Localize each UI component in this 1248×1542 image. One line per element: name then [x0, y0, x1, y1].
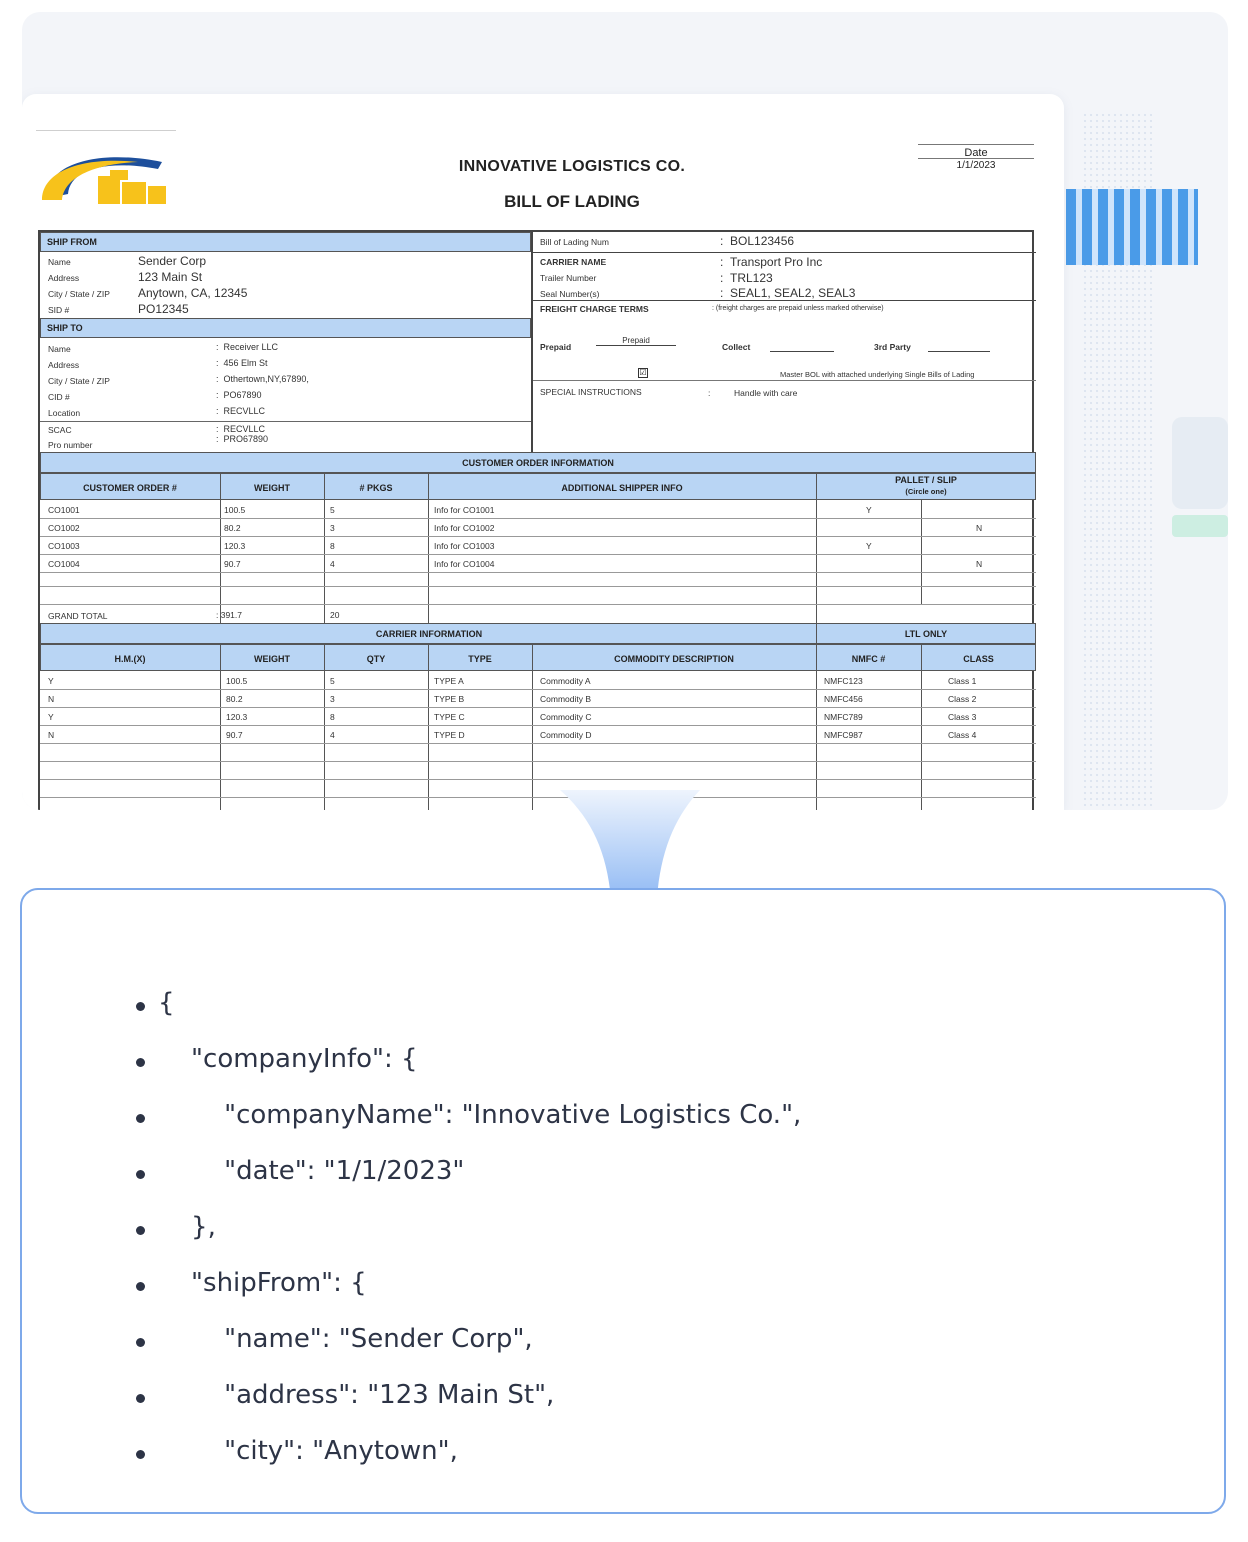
order-info: Info for CO1003	[434, 541, 495, 551]
col-divider	[816, 644, 817, 810]
carrier-weight: 100.5	[226, 676, 248, 686]
order-weight: 100.5	[224, 505, 246, 515]
col-divider	[324, 644, 325, 810]
document-title: BILL OF LADING	[504, 192, 640, 211]
ship-to-cid-label: CID #	[48, 392, 70, 402]
col-divider	[428, 473, 429, 623]
collect-field	[770, 351, 834, 352]
json-line: "city": "Anytown",	[158, 1436, 458, 1466]
col-divider	[921, 500, 922, 604]
carrier-class: Class 4	[948, 730, 977, 740]
ship-from-sid-label: SID #	[48, 305, 70, 315]
col-weight: WEIGHT	[254, 654, 290, 664]
form-divider	[531, 232, 533, 452]
col-divider	[921, 644, 922, 810]
bol-number-label: Bill of Lading Num	[540, 237, 609, 247]
row-divider	[40, 743, 1036, 744]
trailer-number-label: Trailer Number	[540, 273, 597, 283]
order-pkgs: 3	[330, 523, 335, 533]
carrier-name-label: CARRIER NAME	[540, 257, 607, 267]
col-pallet-slip: PALLET / SLIP	[895, 475, 957, 485]
carrier-type: TYPE A	[434, 676, 464, 686]
row-divider	[533, 252, 1036, 253]
col-pkgs: # PKGS	[359, 483, 393, 493]
carrier-class: Class 2	[948, 694, 977, 704]
date-value: 1/1/2023	[918, 158, 1034, 171]
carrier-nmfc: NMFC789	[824, 712, 863, 722]
col-additional-info: ADDITIONAL SHIPPER INFO	[561, 483, 683, 493]
carrier-nmfc: NMFC123	[824, 676, 863, 686]
carrier-nmfc: NMFC987	[824, 730, 863, 740]
collect-label: Collect	[722, 342, 751, 352]
order-weight: 90.7	[224, 559, 241, 569]
bullet-icon	[136, 1338, 145, 1347]
row-divider	[40, 518, 1036, 519]
row-divider	[40, 604, 1036, 605]
carrier-commodity: Commodity D	[540, 730, 592, 740]
seal-number: : SEAL1, SEAL2, SEAL3	[720, 286, 856, 300]
ship-from-address: 123 Main St	[138, 270, 203, 284]
bullet-icon	[136, 1450, 145, 1459]
row-divider	[40, 586, 1036, 587]
carrier-info-section-header: CARRIER INFORMATION	[40, 623, 818, 644]
carrier-hm: Y	[48, 712, 54, 722]
ship-to-scac-label: SCAC	[48, 425, 72, 435]
order-pallet-no: N	[976, 523, 983, 533]
carrier-name: : Transport Pro Inc	[720, 255, 823, 269]
json-line: "address": "123 Main St",	[158, 1380, 555, 1410]
order-info: Info for CO1002	[434, 523, 495, 533]
ship-to-city: : Othertown,NY,67890,	[216, 374, 309, 384]
third-party-field	[928, 351, 990, 352]
carrier-commodity: Commodity C	[540, 712, 592, 722]
col-circle-one: (Circle one)	[905, 487, 947, 496]
order-pkgs: 8	[330, 541, 335, 551]
carrier-commodity: Commodity B	[540, 694, 592, 704]
ship-to-pro: : PRO67890	[216, 434, 269, 444]
json-line: },	[158, 1212, 216, 1242]
carrier-type: TYPE B	[434, 694, 465, 704]
col-qty: QTY	[366, 654, 386, 664]
col-type: TYPE	[468, 654, 492, 664]
ship-to-location: : RECVLLC	[216, 406, 266, 416]
bullet-icon	[136, 1282, 145, 1291]
bullet-icon	[136, 1002, 145, 1011]
ship-from-name-label: Name	[48, 257, 71, 267]
logo-divider	[36, 130, 176, 131]
row-divider	[40, 779, 1036, 780]
json-line: "shipFrom": {	[158, 1268, 367, 1298]
ship-to-location-label: Location	[48, 408, 81, 418]
row-divider	[40, 689, 1036, 690]
order-number: CO1002	[48, 523, 80, 533]
order-weight: 80.2	[224, 523, 241, 533]
ship-to-scac: : RECVLLC	[216, 424, 266, 434]
order-number: CO1004	[48, 559, 80, 569]
order-weight: 120.3	[224, 541, 246, 551]
row-divider	[40, 554, 1036, 555]
prepaid-label: Prepaid	[540, 342, 572, 352]
glass-card-decoration	[1172, 417, 1228, 509]
carrier-type: TYPE D	[434, 730, 465, 740]
row-divider	[40, 572, 1036, 573]
col-divider	[220, 644, 221, 810]
ship-from-name: Sender Corp	[138, 254, 207, 268]
carrier-hm: Y	[48, 676, 54, 686]
json-line: "date": "1/1/2023"	[158, 1156, 465, 1186]
col-hm: H.M.(X)	[114, 654, 146, 664]
company-name: INNOVATIVE LOGISTICS CO.	[458, 158, 686, 175]
special-instructions-colon: :	[708, 388, 711, 398]
seal-number-label: Seal Number(s)	[540, 289, 600, 299]
ship-from-sid: PO12345	[138, 302, 189, 316]
bullet-icon	[136, 1114, 145, 1123]
ship-to-city-label: City / State / ZIP	[48, 376, 110, 386]
order-number: CO1001	[48, 505, 80, 515]
col-divider	[428, 644, 429, 810]
col-nmfc: NMFC #	[851, 654, 886, 664]
ship-from-address-label: Address	[48, 273, 80, 283]
carrier-qty: 4	[330, 730, 335, 740]
ship-to-cid: : PO67890	[216, 390, 262, 400]
ship-to-header: SHIP TO	[40, 318, 531, 338]
ship-to-address-label: Address	[48, 360, 80, 370]
carrier-commodity: Commodity A	[540, 676, 591, 686]
col-divider	[220, 473, 221, 623]
order-pallet-yes: Y	[866, 541, 872, 551]
col-divider	[816, 473, 817, 623]
prepaid-field: Prepaid	[596, 336, 676, 346]
mint-bar-decoration	[1172, 515, 1228, 537]
order-pallet-yes: Y	[866, 505, 872, 515]
bol-form	[38, 230, 1034, 810]
ship-from-city-label: City / State / ZIP	[48, 289, 110, 299]
json-output-panel	[20, 888, 1226, 1514]
row-divider	[40, 707, 1036, 708]
carrier-weight: 120.3	[226, 712, 248, 722]
bullet-icon	[136, 1226, 145, 1235]
bill-of-lading-document	[22, 94, 1064, 810]
grand-total-weight: : 391.7	[216, 610, 242, 620]
col-commodity: COMMODITY DESCRIPTION	[614, 654, 734, 664]
order-info: Info for CO1001	[434, 505, 495, 515]
row-divider	[40, 797, 1036, 798]
ltl-only-header: LTL ONLY	[816, 623, 1036, 644]
json-line: "name": "Sender Corp",	[158, 1324, 533, 1354]
carrier-weight: 90.7	[226, 730, 243, 740]
carrier-hm: N	[48, 694, 55, 704]
freight-terms-note: : (freight charges are prepaid unless marked otherwise)	[712, 305, 884, 312]
order-pallet-no: N	[976, 559, 983, 569]
grand-total-label: GRAND TOTAL	[48, 611, 108, 621]
ship-to-name-label: Name	[48, 344, 71, 354]
carrier-weight: 80.2	[226, 694, 243, 704]
third-party-label: 3rd Party	[874, 342, 911, 352]
bullet-icon	[136, 1170, 145, 1179]
stripe-decoration	[1066, 189, 1198, 265]
ship-from-header: SHIP FROM	[40, 232, 531, 252]
json-line: {	[158, 988, 175, 1018]
master-bol-checkbox[interactable]: ☑	[639, 368, 647, 377]
row-divider	[533, 380, 1036, 381]
order-pkgs: 4	[330, 559, 335, 569]
col-divider	[324, 473, 325, 623]
carrier-qty: 5	[330, 676, 335, 686]
col-customer-order: CUSTOMER ORDER #	[83, 483, 177, 493]
ship-to-address: : 456 Elm St	[216, 358, 268, 368]
col-weight: WEIGHT	[254, 483, 290, 493]
carrier-type: TYPE C	[434, 712, 465, 722]
row-divider	[40, 725, 1036, 726]
special-instructions-value: Handle with care	[734, 388, 798, 398]
date-label: Date	[918, 144, 1034, 159]
carrier-qty: 8	[330, 712, 335, 722]
ship-from-city: Anytown, CA, 12345	[138, 286, 248, 300]
order-info: Info for CO1004	[434, 559, 495, 569]
carrier-class: Class 1	[948, 676, 977, 686]
bol-number: : BOL123456	[720, 234, 795, 248]
row-divider	[40, 536, 1036, 537]
carrier-class: Class 3	[948, 712, 977, 722]
json-line: "companyInfo": {	[158, 1044, 418, 1074]
master-bol-text: Master BOL with attached underlying Single Bills of Lading	[780, 370, 975, 379]
grand-total-pkgs: 20	[330, 610, 340, 620]
ship-to-pro-label: Pro number	[48, 440, 93, 450]
ship-to-name: : Receiver LLC	[216, 342, 279, 352]
customer-order-section-header: CUSTOMER ORDER INFORMATION	[40, 452, 1036, 473]
carrier-qty: 3	[330, 694, 335, 704]
order-pkgs: 5	[330, 505, 335, 515]
freight-terms-label: FREIGHT CHARGE TERMS	[540, 304, 649, 314]
row-divider	[40, 761, 1036, 762]
special-instructions-label: SPECIAL INSTRUCTIONS	[540, 387, 642, 397]
row-divider	[533, 300, 1036, 301]
json-line: "companyName": "Innovative Logistics Co.",	[158, 1100, 802, 1130]
col-divider	[532, 644, 533, 810]
bullet-icon	[136, 1058, 145, 1067]
row-divider	[40, 421, 531, 422]
trailer-number: : TRL123	[720, 271, 773, 285]
bullet-icon	[136, 1394, 145, 1403]
carrier-nmfc: NMFC456	[824, 694, 863, 704]
document-preview-panel	[22, 12, 1228, 810]
col-class: CLASS	[963, 654, 994, 664]
order-number: CO1003	[48, 541, 80, 551]
carrier-hm: N	[48, 730, 55, 740]
